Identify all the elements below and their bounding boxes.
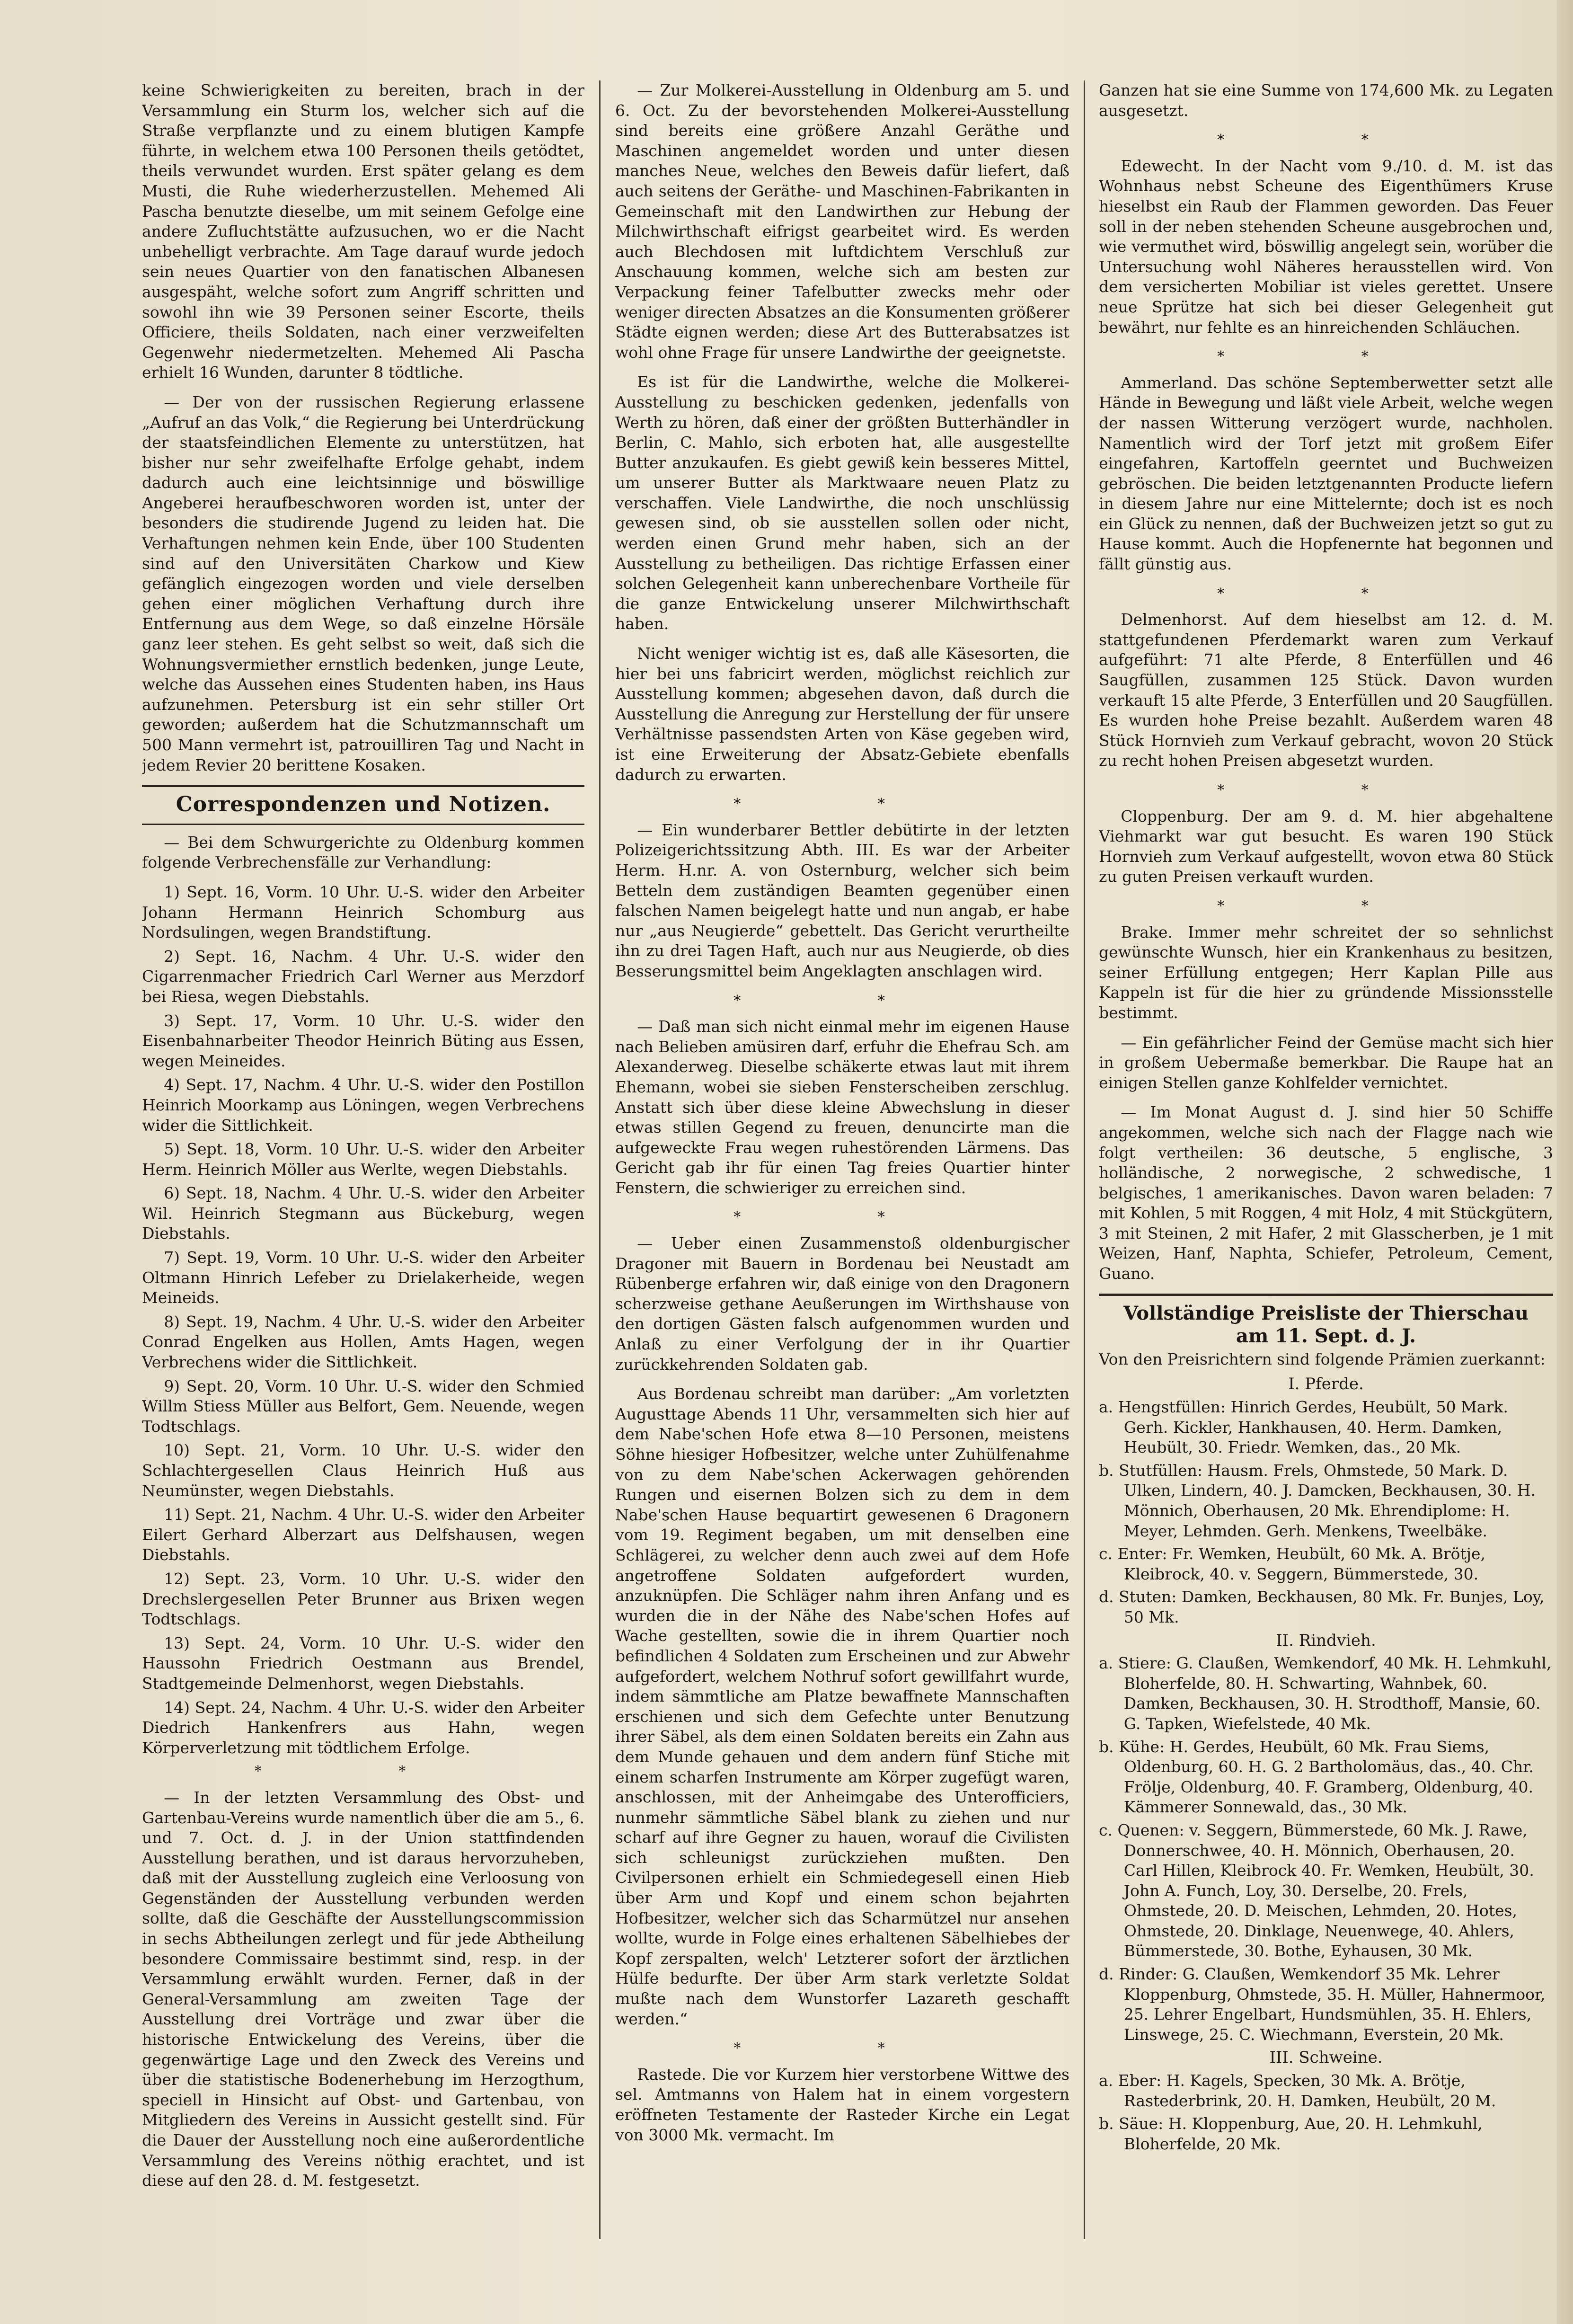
separator-stars: * * (1217, 782, 1435, 798)
price-item: b. Stutfüllen: Hausm. Frels, Ohmstede, 50 Mark. D. Ulken, Lindern, 40. J. Damcken, Beckhausen, 30. H. Mönnich, Oberhausen, 20 Mk. Ehrendiplome: H. Meyer, Lehmden. Gerh. Menkens, Tweelbäke. (1099, 1461, 1536, 1540)
trial-item: 1) Sept. 16, Vorm. 10 Uhr. U.-S. wider den Arbeiter Johann Hermann Heinrich Schomburg aus Nordsulingen, wegen Brandstiftung. (142, 882, 584, 942)
trial-item: 12) Sept. 23, Vorm. 10 Uhr. U.-S. wider den Drechslergesellen Peter Brunner aus Brixen wegen Todtschlags. (142, 1569, 584, 1629)
court-intro: — Bei dem Schwurgerichte zu Oldenburg kommen folgende Verbrechensfälle zur Verhandlung: (142, 833, 584, 872)
price-section-title: II. Rindvieh. (1276, 1631, 1376, 1650)
price-item: a. Hengstfüllen: Hinrich Gerdes, Heubült, 50 Mark. Gerh. Kickler, Hankhausen, 40. Herm. Damken, Heubült, 30. Friedr. Wemken, das., 20 Mk. (1099, 1398, 1508, 1457)
article-edewecht: Edewecht. In der Nacht vom 9./10. d. M. ist das Wohnhaus nebst Scheune des Eigenthümers Kruse hieselbst ein Raub der Flammen geworden. Das Feuer soll in der neben stehenden Scheune ausgebrochen und, wie vermuthet wird, böswillig angelegt sein, worüber die Untersuchung wohl Näheres herausstellen wird. Von dem versicherten Mobiliar ist vieles gerettet. Unsere neue Sprütze hat sich bei dieser Gelegenheit gut bewährt, nur fehlte es an hinreichenden Schläuchen. (1099, 156, 1553, 337)
trial-item: 2) Sept. 16, Nachm. 4 Uhr. U.-S. wider den Cigarrenmacher Friedrich Carl Werner aus Merzdorf bei Riesa, wegen Diebstahls. (142, 947, 584, 1006)
price-item: c. Enter: Fr. Wemken, Heubült, 60 Mk. A. Brötje, Kleibrock, 40. v. Seggern, Bümmerstede, 30. (1099, 1544, 1486, 1583)
price-item: a. Eber: H. Kagels, Specken, 30 Mk. A. Brötje, Rastederbrink, 20. H. Damken, Heubült, 20 M. (1099, 2071, 1496, 2110)
price-section-title: I. Pferde. (1288, 1375, 1364, 1394)
article-russia: — Der von der russischen Regierung erlassene „Aufruf an das Volk,“ die Regierung bei Unterdrückung der staatsfeindlichen Elemente zu unterstützen, hat bisher nur sehr zweifelhafte Erfolge gehabt, indem dadurch auch eine leichtsinnige und böswillige Angeberei heraufbeschworen worden ist, unter der besonders die studirende Jugend zu leiden hat. Die Verhaftungen nehmen kein Ende, über 100 Studenten sind auf den Universitäten Charkow und Kiew gefänglich eingezogen worden und viele derselben gehen einer möglichen Verhaftung durch ihre Entfernung aus dem Wege, so daß einzelne Hörsäle ganz leer stehen. Es geht selbst so weit, daß sich die Wohnungsvermiether ernstlich bedenken, junge Leute, welche das Aussehen eines Studenten haben, ins Haus aufzunehmen. Petersburg ist ein sehr stiller Ort geworden; außerdem hat die Schutzmannschaft um 500 Mann vermehrt ist, patrouilliren Tag und Nacht in jedem Revier 20 berittene Kosaken. (142, 392, 584, 774)
section-title: Correspondenzen und Notizen. (176, 792, 551, 817)
trial-item: 10) Sept. 21, Vorm. 10 Uhr. U.-S. wider den Schlachtergesellen Claus Heinrich Huß aus Neumünster, wegen Diebstahls. (142, 1441, 584, 1500)
trial-item: 3) Sept. 17, Vorm. 10 Uhr. U.-S. wider den Eisenbahnarbeiter Theodor Heinrich Büting aus Essen, wegen Meineides. (142, 1011, 584, 1070)
price-item: c. Quenen: v. Seggern, Bümmerstede, 60 Mk. J. Rawe, Donnerschwee, 40. H. Mönnich, Oberhausen, 20. Carl Hillen, Kleibrock 40. Fr. Wemken, Heubült, 30. John A. Funch, Loy, 30. Derselbe, 20. Frels, Ohmstede, 20. D. Meischen, Lehmden, 20. Hotes, Ohmstede, 20. Dinklage, Neuenwege, 40. Ahlers, Bümmerstede, 30. Bothe, Eyhausen, 30 Mk. (1099, 1820, 1534, 1960)
price-item: d. Rinder: G. Claußen, Wemkendorf 35 Mk. Lehrer Kloppenburg, Ohmstede, 35. H. Müller, Hahnermoor, 25. Lehrer Engelbart, Hundsmühlen, 35. H. Ehlers, Linswege, 25. C. Wiechmann, Everstein, 20 Mk. (1099, 1965, 1546, 2044)
article-bettler: — Ein wunderbarer Bettler debütirte in der letzten Polizeigerichtssitzung Abth. III. Es war der Arbeiter Herm. H.nr. A. von Osternburg, welcher sich beim Betteln dem zuständigen Beamten gegenüber einen falschen Namen beigelegt hatte und nun angab, er habe nur „aus Neugierde“ gebettelt. Das Gericht verurtheilte ihn zu drei Tagen Haft, auch nur aus Neugierde, ob dies Besserungsmittel beim Angeklagten anschlagen wird. (615, 820, 1069, 980)
separator-stars: * * (1217, 897, 1435, 914)
column-divider (1084, 80, 1085, 2239)
section-rule (142, 785, 584, 787)
separator-stars: * * (733, 1209, 951, 1226)
trial-list (142, 882, 584, 1758)
article-fensterscheiben: — Daß man sich nicht einmal mehr im eigenen Hause nach Belieben amüsiren darf, erfuhr die Ehefrau Sch. am Alexanderweg. Dieselbe schäkerte etwas laut mit ihrem Ehemann, wobei sie sieben Fensterscheiben zerschlug. Anstatt sich über diese kleine Abwechslung in dieser etwas stillen Gegend zu freuen, denuncirte man die aufgeweckte Frau wegen ruhestörenden Lärmens. Das Gericht gab ihr für einen Tag freies Quartier hinter Fenstern, die schwieriger zu erreichen sind. (615, 1017, 1069, 1197)
column-left (142, 80, 584, 2239)
section-rule (1099, 1294, 1553, 1296)
separator-stars: * * (733, 992, 951, 1009)
article-brake: Brake. Immer mehr schreitet der so sehnlichst gewünschte Wunsch, hier ein Krankenhaus zu besitzen, seiner Erfüllung entgegen; Herr Kaplan Pille aus Kappeln ist für die hier zu gründende Missionsstelle bestimmt. (1099, 923, 1553, 1022)
separator-stars: * * (1217, 585, 1435, 602)
price-list-title: Vollständige Preisliste der Thierschau (1123, 1302, 1529, 1324)
price-item: d. Stuten: Damken, Beckhausen, 80 Mk. Fr. Bunjes, Loy, 50 Mk. (1099, 1588, 1545, 1626)
trial-item: 14) Sept. 24, Nachm. 4 Uhr. U.-S. wider den Arbeiter Diedrich Hankenfrers aus Hahn, wegen Körperverletzung mit tödtlichem Erfolge. (142, 1698, 584, 1757)
separator-stars: * * (733, 2040, 951, 2057)
trial-item: 11) Sept. 21, Nachm. 4 Uhr. U.-S. wider den Arbeiter Eilert Gerhard Alberzart aus Delfshausen, wegen Diebstahls. (142, 1505, 584, 1564)
price-item: b. Säue: H. Kloppenburg, Aue, 20. H. Lehmkuhl, Bloherfelde, 20 Mk. (1099, 2114, 1483, 2153)
article-obstbau: — In der letzten Versammlung des Obst- und Gartenbau-Vereins wurde namentlich über die am 5., 6. und 7. Oct. d. J. in der Union stattfindenden Ausstellung berathen, und ist daraus hervorzuheben, daß mit der Ausstellung zugleich eine Verloosung von Gegenständen der Ausstellung verbunden werden sollte, daß die Geschäfte der Ausstellungscommission in sechs Abtheilungen zerlegt und für jede Abtheilung besondere Commissaire bestimmt sind, resp. in der Versammlung erwählt wurden. Ferner, daß in der General-Versammlung am zweiten Tage der Ausstellung drei Vorträge und zwar über die historische Entwickelung des Vereins, über die gegenwärtige Lage und den Zweck des Vereins und über die statistische Bodenerhebung im Herzogthum, speciell in Hinsicht auf Obst- und Gartenbau, von Mitgliedern des Vereins in Aussicht gestellt sind. Für die Dauer der Ausstellung noch eine außerordentliche Versammlung des Vereins nöthig erachtet, und ist diese auf den 28. d. M. festgesetzt. (142, 1788, 584, 2190)
trial-item: 4) Sept. 17, Nachm. 4 Uhr. U.-S. wider den Postillon Heinrich Moorkamp aus Löningen, wegen Verbrechens wider die Sittlichkeit. (142, 1075, 584, 1135)
price-list-subtitle: am 11. Sept. d. J. (1236, 1325, 1416, 1348)
separator-stars: * * (733, 796, 951, 813)
column-right (1099, 80, 1553, 2239)
article-kaese: Nicht weniger wichtig ist es, daß alle Käsesorten, die hier bei uns fabricirt werden, möglichst reichlich zur Ausstellung kommen; abgesehen davon, daß durch die Ausstellung die Anregung zur Herstellung der für unsere Verhältnisse passendsten Arten von Käse gegeben wird, ist eine Erweiterung der Absatz-Gebiete ebenfalls dadurch zu erwarten. (615, 644, 1069, 784)
article-raupe: — Ein gefährlicher Feind der Gemüse macht sich hier in großem Uebermaße bemerkbar. Die Raupe hat an einigen Stellen ganze Kohlfelder vernichtet. (1099, 1033, 1553, 1092)
trial-item: 9) Sept. 20, Vorm. 10 Uhr. U.-S. wider den Schmied Willm Stiess Müller aus Belfort, Gem. Neuende, wegen Todtschlags. (142, 1376, 584, 1436)
trial-item: 13) Sept. 24, Vorm. 10 Uhr. U.-S. wider den Haussohn Friedrich Oestmann aus Brendel, Stadtgemeinde Delmenhorst, wegen Diebstahls. (142, 1633, 584, 1693)
article-butter: Es ist für die Landwirthe, welche die Molkerei-Ausstellung zu beschicken gedenken, jedenfalls von Werth zu hören, daß einer der größten Butterhändler in Berlin, C. Mahlo, sich erboten hat, alle ausgestellte Butter anzukaufen. Es giebt gewiß kein besseres Mittel, um unserer Butter als Marktwaare neuen Platz zu verschaffen. Viele Landwirthe, die noch unschlüssig gewesen sind, ob sie ausstellen sollen oder nicht, werden einen Grund mehr haben, sich an der Ausstellung zu betheiligen. Das richtige Erfassen einer solchen Gelegenheit kann unberechenbare Vortheile für die ganze Entwickelung unserer Milchwirthschaft haben. (615, 373, 1069, 633)
article-ammerland: Ammerland. Das schöne Septemberwetter setzt alle Hände in Bewegung und läßt viele Arbeit, welche wegen der nassen Witterung verzögert wurde, nachholen. Namentlich wird der Torf jetzt mit großem Eifer eingefahren, Kartoffeln geerntet und Buchweizen gebröschen. Die beiden letztgenannten Producte liefern in diesem Jahre nur eine Mittelernte; doch ist es noch ein Glück zu nennen, daß der Buchweizen jetzt so gut zu Hause kommt. Auch die Hopfenernte hat begonnen und fällt günstig aus. (1099, 373, 1553, 574)
article-dragoner: — Ueber einen Zusammenstoß oldenburgischer Dragoner mit Bauern in Bordenau bei Neustadt am Rübenberge erfahren wir, daß einige von den Dragonern scherzweise gethane Aeußerungen im Wirthshause von den dortigen Gästen falsch aufgenommen wurden und Anlaß zu einer Verfolgung der in ihr Quartier zurückkehrenden Soldaten gab. (615, 1234, 1069, 1374)
article-rastede: Rastede. Die vor Kurzem hier verstorbene Wittwe des sel. Amtmanns von Halem hat in einem vorgestern eröffneten Testamente der Rasteder Kirche ein Legat von 3000 Mk. vermacht. Im (615, 2065, 1069, 2144)
separator-stars: * * (254, 1763, 472, 1780)
trial-item: 6) Sept. 18, Nachm. 4 Uhr. U.-S. wider den Arbeiter Wil. Heinrich Stegmann aus Bückeburg, wegen Diebstahls. (142, 1184, 584, 1243)
trial-item: 5) Sept. 18, Vorm. 10 Uhr. U.-S. wider den Arbeiter Herm. Heinrich Möller aus Werlte, wegen Diebstahls. (142, 1140, 584, 1179)
price-section-title: III. Schweine. (1269, 2048, 1383, 2067)
trial-item: 8) Sept. 19, Nachm. 4 Uhr. U.-S. wider den Arbeiter Conrad Engelken aus Hollen, Amts Hagen, wegen Verbrechens wider die Sittlichkeit. (142, 1312, 584, 1372)
section-rule (142, 824, 584, 825)
article-delmenhorst: Delmenhorst. Auf dem hieselbst am 12. d. M. stattgefundenen Pferdemarkt waren zum Verkauf aufgeführt: 71 alte Pferde, 8 Enterfüllen und 46 Saugfüllen, zusammen 125 Stück. Davon wurden verkauft 15 alte Pferde, 3 Enterfüllen und 20 Saugfüllen. Es wurden hohe Preise bezahlt. Außerdem waren 48 Stück Hornvieh zum Verkauf gebracht, wovon 20 Stück zu recht hohen Preisen abgesetzt wurden. (1099, 610, 1553, 770)
separator-stars: * * (1217, 348, 1435, 365)
trial-item: 7) Sept. 19, Vorm. 10 Uhr. U.-S. wider den Arbeiter Oltmann Hinrich Lefeber zu Drielakerheide, wegen Meineids. (142, 1248, 584, 1307)
article-continuation: keine Schwierigkeiten zu bereiten, brach in der Versammlung ein Sturm los, welcher sich auf die Straße verpflanzte und zu einem blutigen Kampfe führte, in welchem etwa 100 Personen theils getödtet, theils verwundet wurden. Erst später gelang es dem Musti, die Ruhe wiederherzustellen. Mehemed Ali Pascha benutzte dieselbe, um mit seinem Gefolge eine andere Zufluchtstätte aufzusuchen, wo er die Nacht unbehelligt verbrachte. Am Tage darauf wurde jedoch sein neues Quartier von den fanatischen Albanesen ausgespäht, welche sofort zum Angriff schritten und sowohl ihn wie 39 Personen seiner Escorte, theils Officiere, theils Soldaten, nach einer verzweifelten Gegenwehr niedermetzelten. Mehemed Ali Pascha erhielt 16 Wunden, darunter 8 tödtliche. (142, 81, 584, 382)
column-divider (599, 80, 601, 2239)
article-cloppenburg: Cloppenburg. Der am 9. d. M. hier abgehaltene Viehmarkt war gut besucht. Es waren 190 Stück Hornvieh zum Verkauf aufgestellt, wovon etwa 80 Stück zu guten Preisen verkauft wurden. (1099, 807, 1553, 886)
price-list-intro: Von den Preisrichtern sind folgende Prämien zuerkannt: (1099, 1349, 1546, 1368)
price-item: b. Kühe: H. Gerdes, Heubült, 60 Mk. Frau Siems, Oldenburg, 60. H. G. 2 Bartholomäus, das., 40. Chr. Frölje, Oldenburg, 40. F. Gramberg, Oldenburg, 40. Kämmerer Sonnewald, das., 30 Mk. (1099, 1737, 1534, 1817)
article-continuation: Ganzen hat sie eine Summe von 174,600 Mk. zu Legaten ausgesetzt. (1099, 81, 1553, 120)
article-schiffe: — Im Monat August d. J. sind hier 50 Schiffe angekommen, welche sich nach der Flagge nach wie folgt vertheilen: 36 deutsche, 5 englische, 3 holländische, 2 norwegische, 2 schwedische, 1 belgisches, 1 amerikanisches. Davon waren beladen: 7 mit Kohlen, 5 mit Roggen, 4 mit Holz, 4 mit Stückgütern, 3 mit Steinen, 2 mit Hafer, 2 mit Glasscherben, je 1 mit Weizen, Hanf, Naphta, Schiefer, Petroleum, Cement, Guano. (1099, 1103, 1553, 1283)
article-bordenau: Aus Bordenau schreibt man darüber: „Am vorletzten Augusttage Abends 11 Uhr, versammelten sich hier auf dem Nabe'schen Hofe etwa 8—10 Personen, meistens Söhne hiesiger Hofbesitzer, welche unter Zuhülfenahme von zu dem Nabe'schen Ackerwagen gehörenden Rungen und eisernen Bolzen sich zu dem in dem Nabe'schen Hause bequartirt gewesenen 6 Dragonern vom 19. Regiment begaben, um mit denselben eine Schlägerei, zu welcher denn auch zwei auf dem Hofe angetroffene Soldaten aufgefordert wurden, anzuknüpfen. Die Schläger nahm ihren Anfang und es wurden die in der Nähe des Nabe'schen Hofes auf Wache gestellten, sowie die in ihrem Quartier noch befindlichen 4 Soldaten zum Erscheinen und zur Abwehr aufgefordert, welchem Nothruf sofort gewillfahrt wurde, indem sämmtliche am Platze bewaffnete Mannschaften erschienen und sich dem Gefechte unter Benutzung ihrer Säbel, als dem einen Soldaten bereits ein Zahn aus dem Munde gehauen und dem andern fünf Stiche mit einem scharfen Instrumente am Körper zugefügt waren, anschlossen, mit der Anheimgabe des Unterofficiers, nunmehr sämmtliche Säbel blank zu ziehen und nur scharf auf ihre Gegner zu hauen, worauf die Civilisten sich schleunigst zurückziehen mußten. Den Civilpersonen erhielt ein Schmiedegesell einen Hieb über Arm und Kopf und einem schon bejahrten Hofbesitzer, welcher sich das Scharmützel nur ansehen wollte, wurde in Folge eines erhaltenen Säbelhiebes der Kopf zerspalten, welch' Letzterer sofort der ärztlichen Hülfe bedurfte. Der über Arm stark verletzte Soldat mußte nach dem Wunstorfer Lazareth geschafft werden.“ (615, 1384, 1069, 2028)
column-middle (615, 80, 1069, 2239)
price-item: a. Stiere: G. Claußen, Wemkendorf, 40 Mk. H. Lehmkuhl, Bloherfelde, 80. H. Schwarting, Wahnbek, 60. Damken, Beckhausen, 30. H. Strodthoff, Mansie, 60. G. Tapken, Wiefelstede, 40 Mk. (1099, 1654, 1552, 1733)
separator-stars: * * (1217, 132, 1435, 149)
article-molkerei: — Zur Molkerei-Ausstellung in Oldenburg am 5. und 6. Oct. Zu der bevorstehenden Molkerei-Ausstellung sind bereits eine größere Anzahl Geräthe und Maschinen angemeldet worden und unter diesen manches Neue, welches den Beweis dafür liefert, daß auch seitens der Geräthe- und Maschinen-Fabrikanten in Gemeinschaft mit den Landwirthen zur Hebung der Milchwirthschaft eifrigst gearbeitet wird. Es werden auch Blechdosen mit luftdichtem Verschluß zur Anschauung kommen, welche sich am besten zur Verpackung feiner Tafelbutter zwecks mehr oder weniger directen Absatzes an die Konsumenten größerer Städte eignen werden; diese Art des Butterabsatzes ist wohl ohne Frage für unsere Landwirthe der geeignetste. (615, 81, 1069, 362)
page-binding-edge (1557, 0, 1573, 2324)
